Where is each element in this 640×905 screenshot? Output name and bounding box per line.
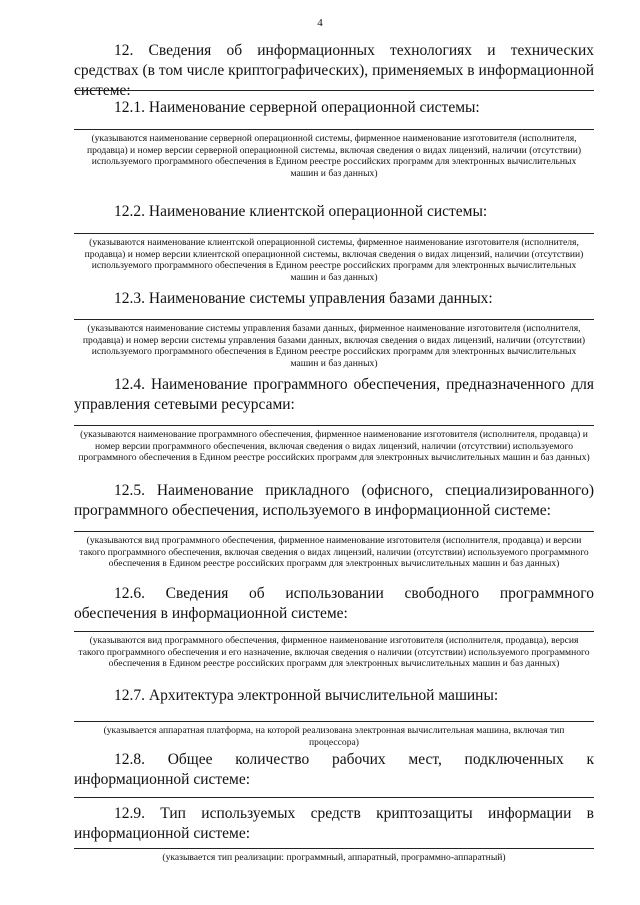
hint-12-9: (указывается тип реализации: программный, аппаратный, программно-аппаратный): [162, 852, 506, 863]
answer-line-12-2: [74, 233, 594, 234]
hint-12-3: (указываются наименование системы управления базами данных, фирменное наименование изготовителя (исполнителя, продавца) и номер версии системы управления базами данных, включая сведения о видах лицензий, наличии (отсутствии) используемого программного обеспечения в Едином реестре российских программ для электронных вычислительных машин и баз данных): [82, 323, 586, 369]
heading-12-9: 12.9. Тип используемых средств криптозащиты информации в информационной системе:: [74, 805, 594, 842]
answer-line-12-8: [74, 797, 594, 798]
answer-line-12-3: [74, 319, 594, 320]
answer-line-12-5: [74, 531, 594, 532]
answer-line-12-7: [74, 721, 594, 722]
heading-12-7: 12.7. Архитектура электронной вычислительной машины:: [114, 687, 499, 704]
hint-12-5: (указываются вид программного обеспечения, фирменное наименование изготовителя (исполнителя, продавца) и версии такого программного обеспечения, включая сведения о видах лицензий, наличии (отсутствии) используемого программного обеспечения в Едином реестре российских программ для электронных вычислительных машин и баз данных): [79, 535, 589, 569]
heading-12-8: 12.8. Общее количество рабочих мест, подключенных к информационной системе:: [74, 751, 594, 788]
heading-12-2: 12.2. Наименование клиентской операционной системы:: [114, 203, 488, 220]
heading-12-4: 12.4. Наименование программного обеспечения, предназначенного для управления сетевыми ресурсами:: [74, 376, 594, 413]
hint-12-4: (указываются наименование программного обеспечения, фирменное наименование изготовителя (исполнителя, продавца) и номер версии программного обеспечения, включая сведения о видах лицензий, наличии (отсутствии) используемого программного обеспечения в Едином реестре российских программ для электронных вычислительных машин и баз данных): [78, 429, 590, 463]
section-12-title: 12. Сведения об информационных технологиях и технических средствах (в том числе криптографических), применяемых в информационной системе:: [74, 42, 594, 99]
hint-12-2: (указываются наименование клиентской операционной системы, фирменное наименование изготовителя (исполнителя, продавца) и номер версии клиентской операционной системы, включая сведения о видах лицензий, наличии (отсутствии) используемого программного обеспечения в Едином реестре российских программ для электронных вычислительных машин и баз данных): [84, 237, 584, 283]
page-number: 4: [317, 17, 323, 29]
hint-12-7: (указывается аппаратная платформа, на которой реализована электронная вычислительная машина, включая тип процессора): [103, 725, 565, 748]
hint-12-6: (указываются вид программного обеспечения, фирменное наименование изготовителя (исполнителя, продавца), версия такого программного обеспечения и его назначение, включая сведения о наличии (отсутствии) используемого программного обеспечения в Едином реестре российских программ для электронных вычислительных машин и баз данных): [78, 635, 590, 669]
answer-line-12: [74, 90, 594, 91]
heading-12-5: 12.5. Наименование прикладного (офисного, специализированного) программного обеспечения, используемого в информационной системе:: [74, 482, 594, 519]
answer-line-12-6: [74, 631, 594, 632]
heading-12-3: 12.3. Наименование системы управления базами данных:: [114, 290, 493, 307]
heading-12-1: 12.1. Наименование серверной операционной системы:: [114, 99, 480, 116]
answer-line-12-1: [74, 129, 594, 130]
hint-12-1: (указываются наименование серверной операционной системы, фирменное наименование изготовителя (исполнителя, продавца) и номер версии серверной операционной системы, включая сведения о видах лицензий, наличии (отсутствии) используемого программного обеспечения в Едином реестре российских программ для электронных вычислительных машин и баз данных): [86, 133, 582, 179]
heading-12-6: 12.6. Сведения об использовании свободного программного обеспечения в информационной системе:: [74, 585, 594, 622]
answer-line-12-4: [74, 425, 594, 426]
answer-line-12-9: [74, 848, 594, 849]
